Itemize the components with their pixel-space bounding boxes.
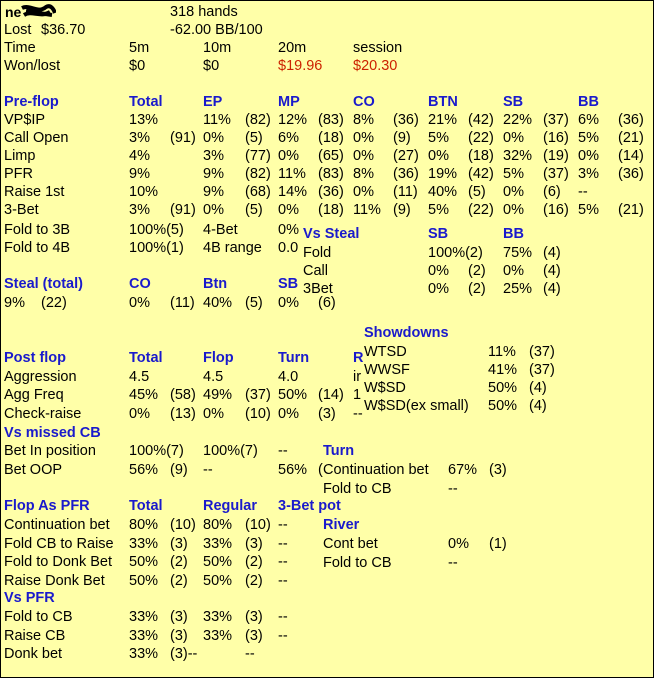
preflop-cell: (5): [245, 130, 263, 146]
bet-oop-total-n: (9): [170, 462, 188, 478]
preflop-cell: 11%: [278, 166, 306, 182]
aggfreq-flop: 49%: [203, 387, 233, 403]
aggfreq-flop-n: (37): [245, 387, 271, 403]
flop-pfr-cell: 50%: [129, 572, 159, 589]
vs-pfr-cell: (3): [245, 609, 263, 625]
preflop-cell: 0%: [578, 148, 599, 164]
preflop-cell: 0%: [428, 148, 449, 164]
steal-total-n: (22): [41, 295, 67, 311]
bb-per-100: -62.00 BB/100: [170, 22, 263, 38]
preflop-cell: (91): [170, 202, 196, 218]
vs-steal-bb: BB: [503, 226, 524, 242]
preflop-cell: 0%: [203, 130, 224, 146]
preflop-cell: (82): [245, 112, 271, 128]
postflop-header-4: R: [353, 350, 364, 366]
vs-steal-fold: Fold: [303, 245, 332, 261]
flop-pfr-cell: 50%: [129, 554, 159, 570]
steal-co: CO: [129, 276, 151, 292]
aggfreq-turn-n: (14): [318, 387, 344, 403]
vs-steal-3bet-bb: 25%: [503, 281, 533, 297]
vs-steal-3bet-sbn: (2): [468, 281, 486, 297]
aggression-turn: 4.0: [278, 369, 299, 385]
vs-pfr-cell: 33%: [129, 646, 159, 662]
preflop-cell: (16): [543, 202, 569, 218]
flop-pfr-cell: 50%: [203, 572, 233, 589]
preflop-cell: (68): [245, 184, 271, 200]
preflop-cell: 0%: [503, 184, 524, 200]
hands-count: 318 hands: [170, 4, 238, 20]
preflop-cell: 8%: [353, 112, 374, 128]
preflop-cell: (22): [468, 202, 494, 218]
preflop-cell: 0%: [353, 130, 374, 146]
preflop-cell: 0%: [203, 202, 224, 218]
vs-pfr-cell: 33%: [129, 627, 159, 644]
bet-oop-label: Bet OOP: [4, 462, 63, 478]
aggfreq-label: Agg Freq: [4, 387, 64, 403]
bet-ip-total: 100%(7): [129, 443, 184, 459]
aggression-total: 4.5: [129, 369, 150, 385]
four-bet-range-value: 0.0: [278, 240, 299, 256]
flop-pfr-cell: Fold CB to Raise: [4, 535, 114, 552]
showdown-value: 50%: [488, 398, 518, 414]
preflop-cell: (11): [393, 184, 418, 200]
preflop-cell: (16): [543, 130, 569, 146]
showdown-label: W$SD: [364, 380, 406, 396]
river-cb-label: Cont bet: [323, 536, 378, 552]
wonlost-5m: $0: [129, 58, 146, 74]
preflop-cell: 3-Bet: [4, 202, 39, 218]
vs-pfr-cell: Raise CB: [4, 627, 66, 644]
steal-co-value: 0%: [129, 295, 150, 311]
wonlost-10m: $0: [203, 58, 220, 74]
preflop-cell: 3%: [129, 202, 150, 218]
fold-3b-value: 100%(5): [129, 222, 184, 238]
preflop-cell: (21): [618, 130, 644, 146]
preflop-cell: (83): [318, 112, 344, 128]
flop-pfr-cell: 33%: [129, 535, 159, 552]
four-bet-value: 0%: [278, 222, 299, 238]
showdown-count: (37): [529, 362, 555, 378]
preflop-cell: (9): [393, 130, 411, 146]
bet-ip-flop: 100%(7): [203, 443, 258, 459]
checkraise-flop: 0%: [203, 406, 224, 422]
preflop-cell: 40%: [428, 184, 458, 200]
preflop-cell: (42): [468, 112, 494, 128]
flop-pfr-cell: 80%: [203, 517, 233, 533]
flop-pfr-header-3: 3-Bet pot: [278, 498, 341, 514]
vs-pfr-cell: (3): [245, 627, 263, 644]
wonlost-label: Won/lost: [4, 58, 61, 74]
vs-steal-title: Vs Steal: [303, 226, 360, 242]
turn-cb-n: (3): [489, 462, 507, 478]
preflop-header-2: EP: [203, 94, 223, 110]
preflop-header-6: SB: [503, 94, 524, 110]
postflop-header-2: Flop: [203, 350, 234, 366]
preflop-cell: 11%: [203, 112, 231, 128]
steal-btn: Btn: [203, 276, 228, 292]
preflop-cell: 9%: [203, 166, 224, 182]
bet-oop-flop: --: [203, 462, 213, 478]
aggression-river: ir: [353, 369, 362, 385]
lost-label: Lost: [4, 22, 32, 38]
fold-4b-label: Fold to 4B: [4, 240, 71, 256]
flop-pfr-cell: (10): [170, 517, 196, 533]
vs-steal-call: Call: [303, 263, 328, 279]
preflop-cell: 5%: [428, 202, 449, 218]
vs-pfr-cell: --: [278, 627, 288, 644]
aggression-flop: 4.5: [203, 369, 224, 385]
preflop-cell: (19): [543, 148, 569, 164]
preflop-cell: 32%: [503, 148, 533, 164]
bet-oop-turn-n: (: [318, 462, 323, 478]
aggfreq-total: 45%: [129, 387, 159, 403]
preflop-cell: --: [578, 184, 588, 200]
preflop-cell: 12%: [278, 112, 308, 128]
steal-co-n: (11): [170, 295, 195, 311]
vs-missed-cb-title: Vs missed CB: [4, 425, 101, 441]
vs-pfr-cell: (3): [170, 609, 188, 625]
preflop-cell: 3%: [129, 130, 150, 146]
postflop-header-3: Turn: [278, 350, 310, 366]
preflop-cell: 0%: [278, 148, 299, 164]
showdowns-title: Showdowns: [364, 325, 449, 341]
preflop-cell: 3%: [203, 148, 224, 164]
turn-cb-value: 67%: [448, 462, 478, 478]
time-10m: 10m: [203, 40, 232, 56]
aggression-label: Aggression: [4, 369, 77, 385]
flop-pfr-cell: Fold to Donk Bet: [4, 554, 112, 570]
preflop-cell: (37): [543, 112, 569, 128]
showdown-label: WWSF: [364, 362, 410, 378]
preflop-cell: (83): [318, 166, 344, 182]
time-20m: 20m: [278, 40, 307, 56]
preflop-cell: (36): [618, 112, 644, 128]
wonlost-session: $20.30: [353, 58, 398, 74]
preflop-cell: 8%: [353, 166, 374, 182]
flop-pfr-header-2: Regular: [203, 498, 257, 514]
flop-pfr-cell: (3): [170, 535, 188, 552]
preflop-cell: (18): [318, 130, 344, 146]
preflop-cell: 0%: [353, 148, 374, 164]
preflop-cell: 5%: [578, 130, 599, 146]
preflop-cell: (42): [468, 166, 494, 182]
bet-oop-turn: 56%: [278, 462, 308, 478]
aggfreq-total-n: (58): [170, 387, 196, 403]
vs-pfr-cell: 33%: [129, 609, 159, 625]
flop-pfr-cell: Raise Donk Bet: [4, 572, 105, 589]
preflop-cell: Limp: [4, 148, 36, 164]
checkraise-river: --: [353, 406, 363, 422]
vs-pfr-cell: Donk bet: [4, 646, 63, 662]
vs-steal-fold-bb: 75%: [503, 245, 533, 261]
vs-pfr-cell: 33%: [203, 627, 233, 644]
preflop-cell: 5%: [503, 166, 524, 182]
checkraise-turn-n: (3): [318, 406, 336, 422]
preflop-cell: 9%: [129, 166, 150, 182]
bet-ip-label: Bet In position: [4, 443, 96, 459]
steal-btn-n: (5): [245, 295, 263, 311]
preflop-cell: (18): [318, 202, 344, 218]
preflop-cell: Call Open: [4, 130, 69, 146]
fold-4b-value: 100%(1): [129, 240, 184, 256]
flop-pfr-cell: --: [278, 572, 288, 589]
vs-steal-call-bbn: (4): [543, 263, 561, 279]
checkraise-turn: 0%: [278, 406, 299, 422]
preflop-header-0: Pre-flop: [4, 94, 59, 110]
flop-pfr-cell: 33%: [203, 535, 233, 552]
preflop-cell: 4%: [129, 148, 150, 164]
preflop-cell: (27): [393, 148, 419, 164]
preflop-cell: VP$IP: [4, 112, 46, 128]
bet-ip-turn: --: [278, 443, 288, 459]
vs-steal-3bet-sb: 0%: [428, 281, 449, 297]
flop-pfr-header-0: Flop As PFR: [4, 498, 90, 514]
preflop-cell: (36): [393, 166, 419, 182]
vs-pfr-cell: 33%: [203, 609, 233, 625]
flop-pfr-cell: (2): [170, 554, 188, 570]
showdown-label: W$SD(ex small): [364, 398, 469, 414]
preflop-cell: (37): [543, 166, 569, 182]
river-fold-label: Fold to CB: [323, 555, 392, 571]
preflop-cell: 14%: [278, 184, 308, 200]
preflop-cell: (91): [170, 130, 196, 146]
showdown-count: (4): [529, 398, 547, 414]
preflop-cell: 13%: [129, 112, 159, 128]
bet-oop-total: 56%: [129, 462, 159, 478]
vs-steal-3bet-bbn: (4): [543, 281, 561, 297]
flop-pfr-cell: (2): [245, 554, 263, 570]
time-label: Time: [4, 40, 36, 56]
preflop-cell: (36): [318, 184, 344, 200]
preflop-cell: (5): [245, 202, 263, 218]
showdown-value: 41%: [488, 362, 518, 378]
preflop-cell: 9%: [203, 184, 224, 200]
preflop-cell: 5%: [578, 202, 599, 218]
turn-title: Turn: [323, 443, 355, 459]
vs-pfr-title: Vs PFR: [4, 590, 55, 606]
preflop-header-7: BB: [578, 94, 599, 110]
vs-pfr-cell: --: [278, 609, 288, 625]
flop-pfr-cell: 80%: [129, 517, 159, 533]
preflop-cell: 6%: [578, 112, 599, 128]
preflop-header-4: CO: [353, 94, 375, 110]
time-5m: 5m: [129, 40, 150, 56]
flop-pfr-cell: (2): [170, 572, 188, 589]
preflop-cell: 11%: [353, 202, 381, 218]
turn-fold-label: Fold to CB: [323, 481, 392, 497]
checkraise-total: 0%: [129, 406, 150, 422]
preflop-cell: 0%: [503, 130, 524, 146]
flop-pfr-cell: (3): [245, 535, 263, 552]
preflop-cell: (36): [393, 112, 419, 128]
flop-pfr-cell: 50%: [203, 554, 233, 570]
steal-total: 9%: [4, 295, 25, 311]
wonlost-20m: $19.96: [278, 58, 323, 74]
vs-pfr-cell: (3): [170, 627, 188, 644]
showdown-count: (37): [529, 344, 555, 360]
redacted-player-name: [4, 3, 56, 20]
flop-pfr-cell: (10): [245, 517, 271, 533]
river-title: River: [323, 517, 360, 533]
preflop-cell: Raise 1st: [4, 184, 65, 200]
river-cb-n: (1): [489, 536, 507, 552]
four-bet-range-label: 4B range: [203, 240, 262, 256]
lost-amount: $36.70: [41, 22, 86, 38]
vs-steal-sb: SB: [428, 226, 449, 242]
flop-pfr-cell: --: [278, 517, 288, 533]
steal-title: Steal (total): [4, 276, 83, 292]
steal-sb-value: 0%: [278, 295, 299, 311]
vs-steal-call-sbn: (2): [468, 263, 486, 279]
preflop-cell: 6%: [278, 130, 299, 146]
flop-pfr-header-1: Total: [129, 498, 163, 514]
flop-pfr-cell: --: [278, 554, 288, 570]
preflop-header-5: BTN: [428, 94, 458, 110]
vs-steal-3bet: 3Bet: [303, 281, 333, 297]
preflop-cell: 5%: [428, 130, 449, 146]
showdown-count: (4): [529, 380, 547, 396]
checkraise-label: Check-raise: [4, 406, 82, 422]
preflop-cell: 0%: [503, 202, 524, 218]
turn-cb-label: Continuation bet: [323, 462, 429, 478]
preflop-cell: 22%: [503, 112, 533, 128]
showdown-value: 11%: [488, 344, 516, 360]
preflop-cell: (21): [618, 202, 644, 218]
svg-text:ne: ne: [5, 4, 22, 20]
postflop-header-1: Total: [129, 350, 163, 366]
flop-pfr-cell: --: [278, 535, 288, 552]
preflop-cell: (14): [618, 148, 644, 164]
vs-pfr-cell: (3)--: [170, 646, 198, 662]
steal-sb-n: (6): [318, 295, 336, 311]
preflop-cell: (36): [618, 166, 644, 182]
preflop-cell: 0%: [353, 184, 374, 200]
aggfreq-river: 1: [353, 387, 362, 403]
vs-steal-call-sb: 0%: [428, 263, 449, 279]
preflop-cell: 3%: [578, 166, 599, 182]
vs-pfr-cell: Fold to CB: [4, 609, 73, 625]
preflop-cell: (9): [393, 202, 411, 218]
time-session: session: [353, 40, 403, 56]
preflop-cell: (82): [245, 166, 271, 182]
preflop-cell: 10%: [129, 184, 159, 200]
flop-pfr-cell: Continuation bet: [4, 517, 110, 533]
preflop-cell: (18): [468, 148, 494, 164]
steal-btn-value: 40%: [203, 295, 233, 311]
vs-steal-fold-bbn: (4): [543, 245, 561, 261]
postflop-header-0: Post flop: [4, 350, 67, 366]
preflop-cell: 21%: [428, 112, 458, 128]
vs-steal-call-bb: 0%: [503, 263, 524, 279]
preflop-header-3: MP: [278, 94, 300, 110]
vs-pfr-cell: --: [245, 646, 255, 662]
preflop-cell: (6): [543, 184, 561, 200]
steal-sb: SB: [278, 276, 299, 292]
vs-steal-fold-sb: 100%(2): [428, 245, 483, 261]
preflop-cell: (77): [245, 148, 271, 164]
river-cb-value: 0%: [448, 536, 469, 552]
showdown-value: 50%: [488, 380, 518, 396]
preflop-cell: 19%: [428, 166, 458, 182]
preflop-cell: 0%: [278, 202, 299, 218]
preflop-cell: (22): [468, 130, 494, 146]
checkraise-total-n: (13): [170, 406, 196, 422]
preflop-cell: (65): [318, 148, 344, 164]
flop-pfr-cell: (2): [245, 572, 263, 589]
preflop-header-1: Total: [129, 94, 163, 110]
fold-3b-label: Fold to 3B: [4, 222, 71, 238]
river-fold-value: --: [448, 555, 458, 571]
turn-fold-value: --: [448, 481, 458, 497]
aggfreq-turn: 50%: [278, 387, 308, 403]
preflop-cell: (5): [468, 184, 486, 200]
preflop-cell: PFR: [4, 166, 33, 182]
checkraise-flop-n: (10): [245, 406, 271, 422]
four-bet-label: 4-Bet: [203, 222, 238, 238]
showdown-label: WTSD: [364, 344, 407, 360]
